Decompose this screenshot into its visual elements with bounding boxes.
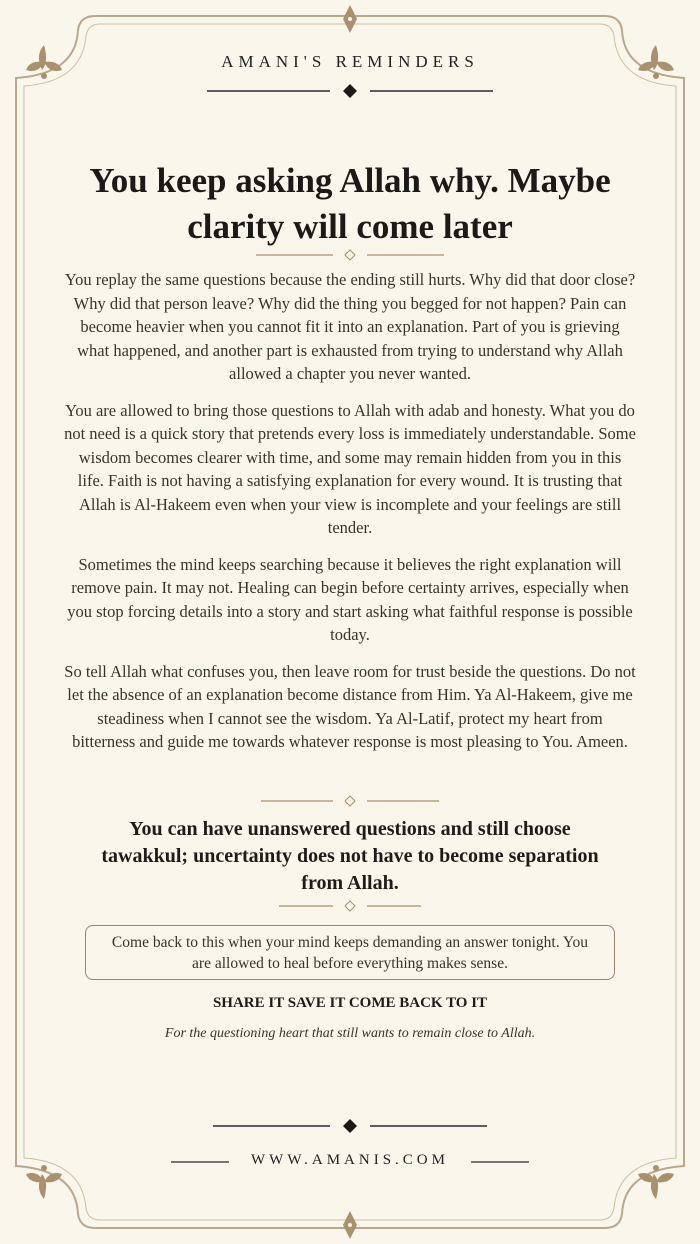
paragraph-4: So tell Allah what confuses you, then leave room for trust beside the questions. Do not let the absence of an explanation become distance from Him. Ya Al-Hakeem, give me steadiness when I cannot see the wisdom. Ya Al-Latif, protect my heart from bitterness and guide me towards whatever response is most pleasing to You. Ameen. xyxy=(64,661,636,751)
reminder-note-box xyxy=(85,925,615,980)
footer-divider xyxy=(213,1119,487,1133)
top-ornament-icon xyxy=(343,5,357,33)
quote-top-divider xyxy=(261,796,439,806)
header-divider xyxy=(207,84,493,98)
reminder-note-text: Come back to this when your mind keeps demanding an answer tonight. You are allowed to heal before everything makes sense. xyxy=(111,933,589,972)
share-cta: SHARE IT SAVE IT COME BACK TO IT xyxy=(212,995,488,1011)
title-divider xyxy=(256,250,444,260)
highlight-quote: You can have unanswered questions and still choose tawakkul; uncertainty does not have to become separation from Allah. xyxy=(101,818,599,894)
body-text xyxy=(64,268,636,767)
corner-ornament-bottom-right-icon xyxy=(638,1165,674,1199)
brand-title: AMANI'S REMINDERS xyxy=(221,52,479,71)
paragraph-2: You are allowed to bring those questions to Allah with adab and honesty. What you do not need is a quick story that pretends every loss is immediately understandable. Some wisdom becomes clearer with time, and some may remain hidden from you in this life. Faith is not having a satisfying explanation for every wound. It is trusting that Allah is Al-Hakeem even when your view is incomplete and your feelings are still tender. xyxy=(64,400,636,537)
paragraph-3: Sometimes the mind keeps searching because it believes the right explanation will remove pain. It may not. Healing can begin before certainty arrives, especially when you stop forcing details into a story and start asking what faithful response is possible today. xyxy=(67,554,633,644)
quote-bottom-divider xyxy=(279,901,421,911)
paragraph-1: You replay the same questions because the ending still hurts. Why did that door close? Why did that person leave? Why did the thing you begged for not happen? Pain can become heavier when you cannot fit it into an explanation. Part of you is grieving what happened, and another part is exhausted from trying to understand why Allah allowed a chapter you never wanted. xyxy=(64,270,636,383)
page-title: You keep asking Allah why. Maybe clarity will come later xyxy=(89,161,611,246)
website-url: WWW.AMANIS.COM xyxy=(251,1152,449,1168)
tagline: For the questioning heart that still wants to remain close to Allah. xyxy=(164,1026,536,1041)
corner-ornament-bottom-left-icon xyxy=(26,1165,62,1199)
bottom-ornament-icon xyxy=(343,1211,357,1239)
